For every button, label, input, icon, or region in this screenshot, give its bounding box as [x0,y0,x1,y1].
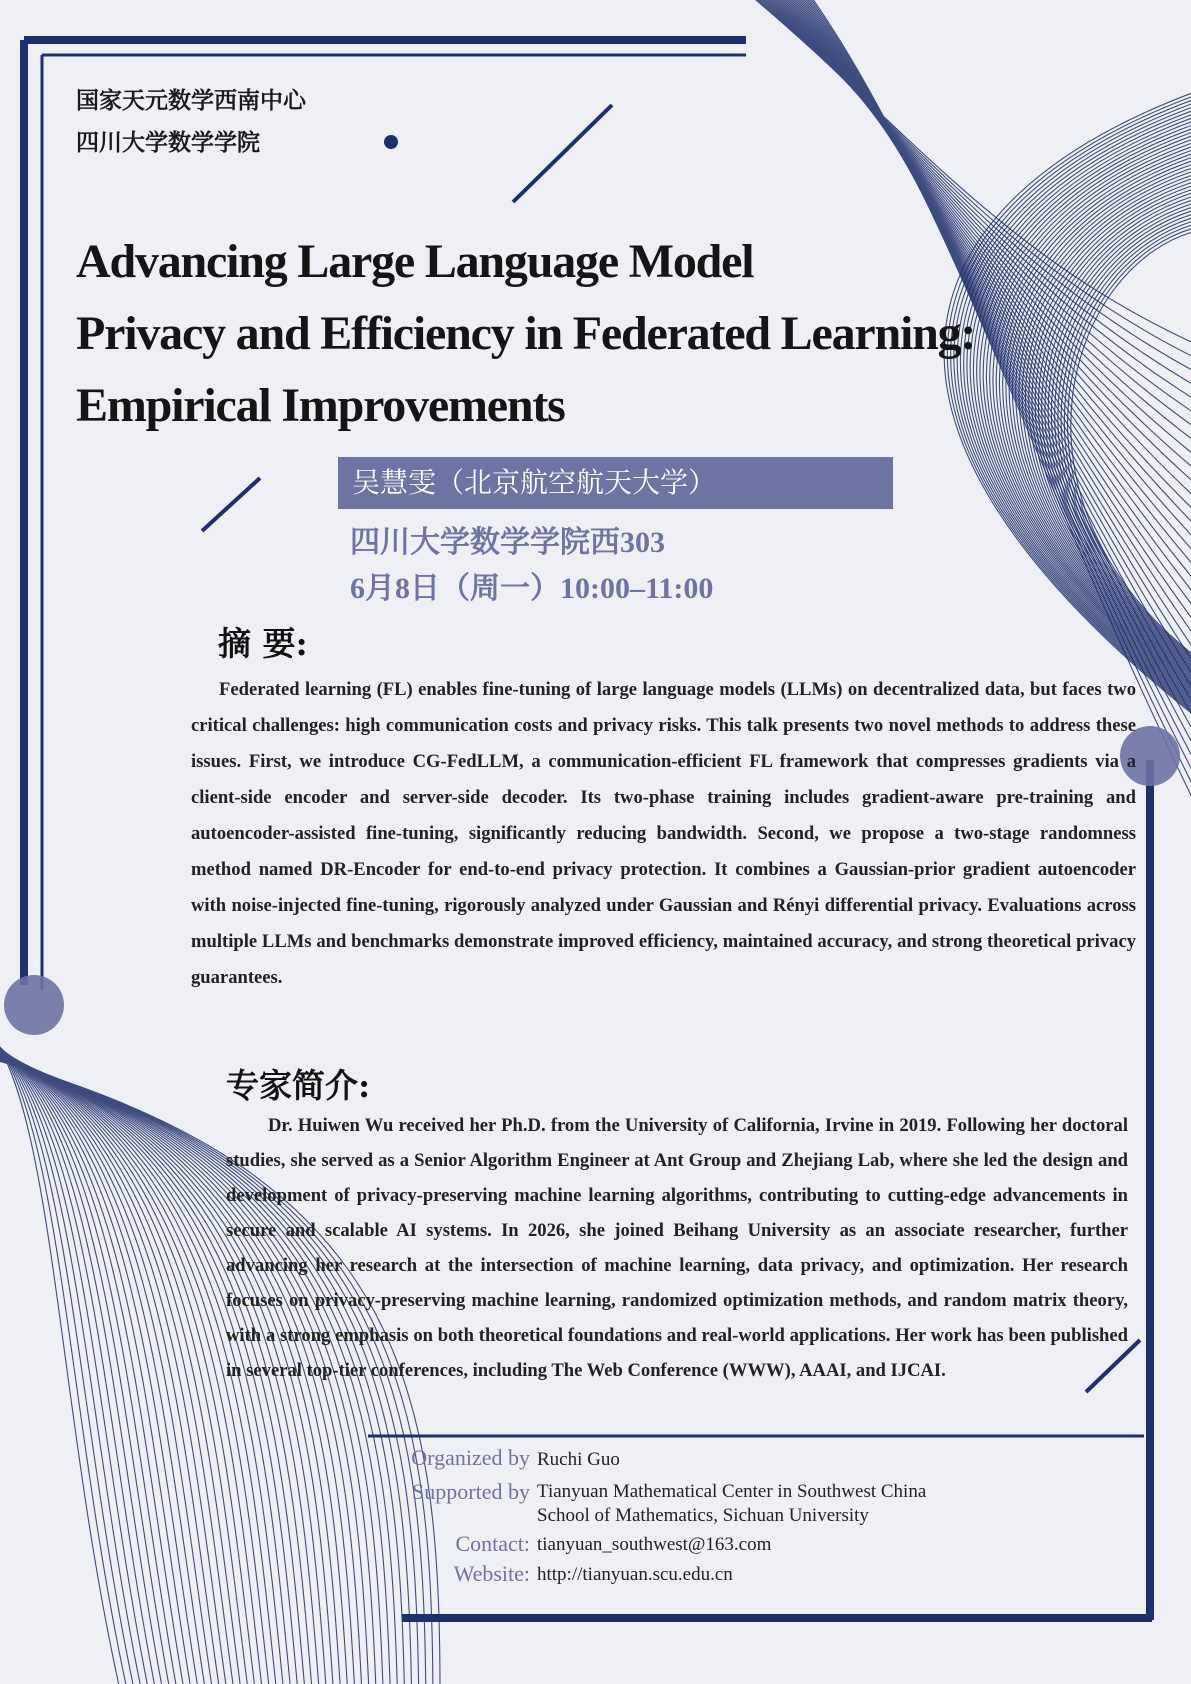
decor-curve [0,1041,141,1684]
website-label: Website: [453,1561,530,1586]
supported-by-label: Supported by [412,1479,530,1504]
supported-by-line-2: School of Mathematics, Sichuan University [537,1505,869,1526]
contact-email[interactable]: tianyuan_southwest@163.com [537,1534,772,1555]
bio-heading: 专家简介: [226,1066,371,1105]
title-line-3: Empirical Improvements [76,379,565,432]
organizer-header [76,80,306,164]
abstract-heading: 摘 要: [218,624,308,663]
abstract-text [191,672,1136,996]
abstract-body: Federated learning (FL) enables fine-tuning of large language models (LLMs) on decentralized data, but faces two critical challenges: high communication costs and privacy risks. This talk presents two novel methods to address these issues. First, we introduce CG-FedLLM, a communication-efficient FL framework that compresses gradients via a client-side encoder and server-side decoder. Its two-phase training includes gradient-aware pre-training and autoencoder-assisted fine-tuning, significantly reducing bandwidth. Second, we propose a two-stage randomness method named DR-Encoder for end-to-end privacy protection. It combines a Gaussian-prior gradient autoencoder with noise-injected fine-tuning, rigorously analyzed under Gaussian and Rényi differential privacy. Evaluations across multiple LLMs and benchmarks demonstrate improved efficiency, maintained accuracy, and strong theoretical privacy guarantees. [191,679,1136,988]
organized-by-label: Organized by [411,1445,530,1470]
venue: 四川大学数学学院西303 [350,526,665,559]
contact-label: Contact: [455,1531,530,1556]
small-dot [384,135,398,149]
supported-by-line-1: Tianyuan Mathematical Center in Southwest China [537,1481,927,1502]
bio-body: Dr. Huiwen Wu received her Ph.D. from the University of California, Irvine in 2019. Following her doctoral studies, she served as a Senior Algorithm Engineer at Ant Group and Zhejiang Lab, where she led the design and development of privacy-preserving machine learning algorithms, contributing to cutting-edge advancements in secure and scalable AI systems. In 2026, she joined Beihang University as an associate researcher, further advancing her research at the intersection of machine learning, data privacy, and optimization. Her research focuses on privacy-preserving machine learning, randomized optimization methods, and random matrix theory, with a strong emphasis on both theoretical foundations and real-world applications. Her work has been published in several top-tier conferences, including The Web Conference (WWW), AAAI, and IJCAI. [226,1115,1128,1381]
org-line-1: 国家天元数学西南中心 [76,87,306,114]
title-line-1: Advancing Large Language Model [76,235,754,288]
title-line-2: Privacy and Efficiency in Federated Learning: [76,307,976,360]
bio-text [226,1108,1128,1388]
decor-curve [0,1049,262,1684]
dot-left [4,975,64,1035]
org-line-2: 四川大学数学学院 [76,129,260,156]
date-time: 6月8日（周一）10:00–11:00 [350,572,714,605]
talk-title [76,226,1076,442]
website-link[interactable]: http://tianyuan.scu.edu.cn [537,1564,733,1585]
speaker-banner: 吴慧雯（北京航空航天大学） [338,457,893,509]
organized-by-value: Ruchi Guo [537,1449,620,1470]
